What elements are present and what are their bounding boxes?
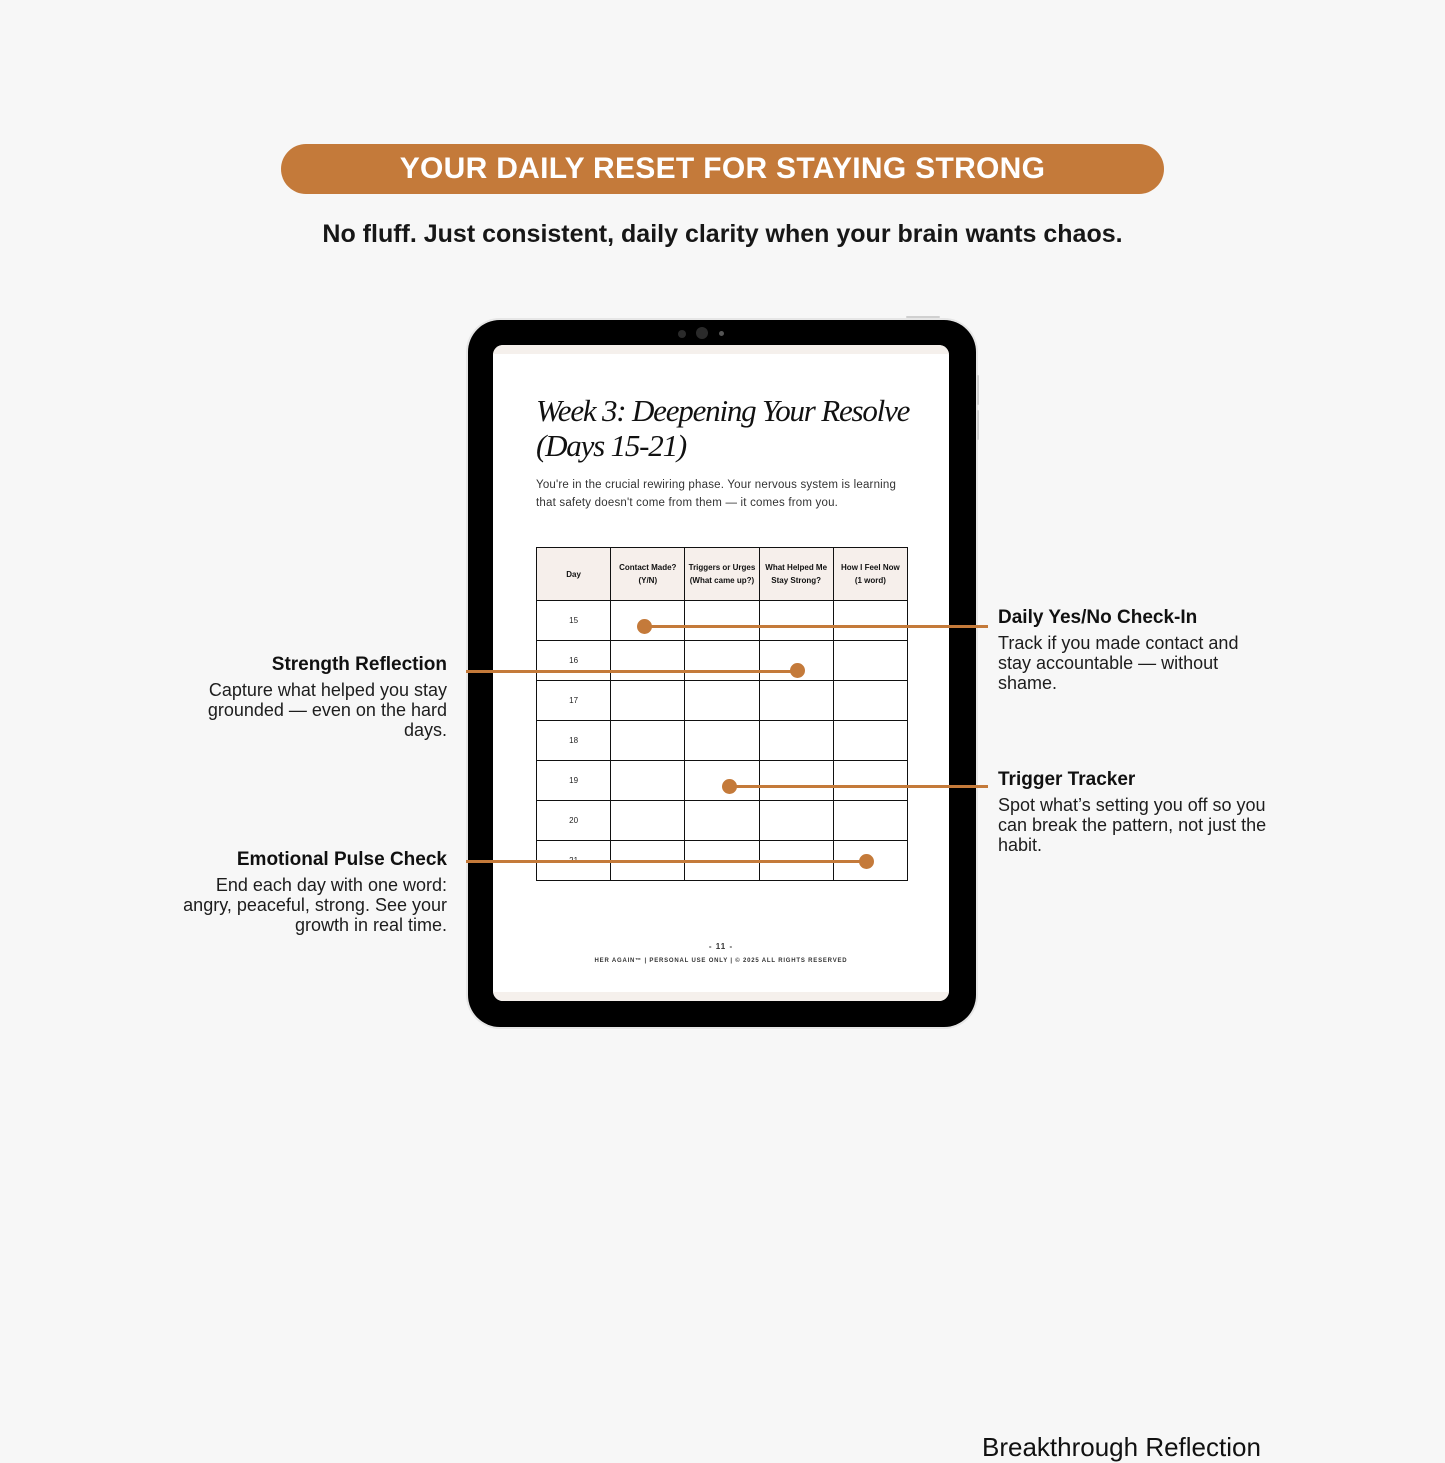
dot-trigger-tracker bbox=[722, 779, 737, 794]
helped-cell[interactable] bbox=[759, 601, 833, 641]
camera-lens-icon bbox=[696, 327, 708, 339]
callout-title: Strength Reflection bbox=[271, 654, 447, 675]
feel-cell[interactable] bbox=[833, 761, 907, 801]
connector-emotional-pulse bbox=[466, 860, 867, 863]
triggers-cell[interactable] bbox=[685, 801, 759, 841]
table-row bbox=[537, 761, 908, 801]
header-how-i-feel: How I Feel Now (1 word) bbox=[833, 548, 907, 601]
volume-up-button bbox=[977, 375, 979, 405]
top-button bbox=[906, 316, 940, 318]
callout-daily-checkin bbox=[998, 607, 1268, 693]
day-cell: 16 bbox=[537, 641, 611, 681]
screen-top-band bbox=[493, 345, 949, 354]
table-row bbox=[537, 681, 908, 721]
page-footer: HER AGAIN™ | PERSONAL USE ONLY | © 2025 ALL RIGHTS RESERVED bbox=[594, 958, 848, 964]
callout-title: Emotional Pulse Check bbox=[236, 849, 447, 870]
triggers-cell[interactable] bbox=[685, 681, 759, 721]
triggers-cell[interactable] bbox=[685, 601, 759, 641]
day-cell: 20 bbox=[537, 801, 611, 841]
table-row bbox=[537, 801, 908, 841]
connector-strength-reflection bbox=[466, 670, 798, 673]
contact-cell[interactable] bbox=[611, 801, 685, 841]
helped-cell[interactable] bbox=[759, 721, 833, 761]
page-intro: You're in the crucial rewiring phase. Your nervous system is learning that safety doesn't come from them — it comes from you. bbox=[536, 479, 897, 509]
contact-cell[interactable] bbox=[611, 681, 685, 721]
callout-title: Trigger Tracker bbox=[998, 769, 1136, 790]
dot-emotional-pulse bbox=[859, 854, 874, 869]
feel-cell[interactable] bbox=[833, 641, 907, 681]
dot-daily-checkin bbox=[637, 619, 652, 634]
callout-trigger-tracker bbox=[998, 769, 1268, 855]
triggers-cell[interactable] bbox=[685, 761, 759, 801]
day-cell: 17 bbox=[537, 681, 611, 721]
tablet-mockup bbox=[468, 320, 976, 1027]
feel-cell[interactable] bbox=[833, 721, 907, 761]
header-contact-made: Contact Made? (Y/N) bbox=[611, 548, 685, 601]
table-row bbox=[537, 601, 908, 641]
camera-sensor-icon bbox=[678, 330, 686, 338]
callout-strength-reflection bbox=[177, 654, 447, 740]
section-banner: YOUR DAILY RESET FOR STAYING STRONG bbox=[281, 144, 1164, 194]
section-subtitle: No fluff. Just consistent, daily clarity when your brain wants chaos. bbox=[322, 220, 1123, 248]
feel-cell[interactable] bbox=[833, 681, 907, 721]
day-cell: 15 bbox=[537, 601, 611, 641]
feel-cell[interactable] bbox=[833, 801, 907, 841]
page-number: - 11 - bbox=[708, 942, 734, 951]
connector-trigger-tracker bbox=[730, 785, 988, 788]
helped-cell[interactable] bbox=[759, 681, 833, 721]
feel-cell[interactable] bbox=[833, 601, 907, 641]
contact-cell[interactable] bbox=[611, 761, 685, 801]
callout-title: Daily Yes/No Check-In bbox=[998, 607, 1198, 628]
callout-body: End each day with one word: angry, peaceful, strong. See your growth in real time. bbox=[183, 875, 447, 935]
contact-cell[interactable] bbox=[611, 641, 685, 681]
volume-down-button bbox=[977, 410, 979, 440]
triggers-cell[interactable] bbox=[685, 641, 759, 681]
page-title: Week 3: Deepening Your Resolve (Days 15-21) bbox=[536, 393, 910, 463]
camera-flash-icon bbox=[719, 331, 724, 336]
tablet-screen bbox=[493, 345, 949, 1001]
screen-bottom-band bbox=[493, 992, 949, 1001]
table-row bbox=[537, 721, 908, 761]
header-day: Day bbox=[537, 548, 611, 601]
callout-body: Capture what helped you stay grounded — even on the hard days. bbox=[207, 680, 447, 740]
dot-strength-reflection bbox=[790, 663, 805, 678]
helped-cell[interactable] bbox=[759, 801, 833, 841]
callout-body: Spot what’s setting you off so you can break the pattern, not just the habit. bbox=[998, 795, 1267, 855]
callout-body: Track if you made contact and stay accountable — without shame. bbox=[998, 633, 1239, 693]
day-cell: 19 bbox=[537, 761, 611, 801]
header-what-helped: What Helped Me Stay Strong? bbox=[759, 548, 833, 601]
header-triggers: Triggers or Urges (What came up?) bbox=[685, 548, 759, 601]
helped-cell[interactable] bbox=[759, 761, 833, 801]
tracker-table bbox=[536, 547, 908, 881]
triggers-cell[interactable] bbox=[685, 721, 759, 761]
contact-cell[interactable] bbox=[611, 721, 685, 761]
day-cell: 18 bbox=[537, 721, 611, 761]
table-row bbox=[537, 641, 908, 681]
table-header-row bbox=[537, 548, 908, 601]
connector-daily-checkin bbox=[645, 625, 988, 628]
callout-emotional-pulse bbox=[177, 849, 447, 935]
next-section-heading: Breakthrough Reflection bbox=[982, 1432, 1261, 1462]
